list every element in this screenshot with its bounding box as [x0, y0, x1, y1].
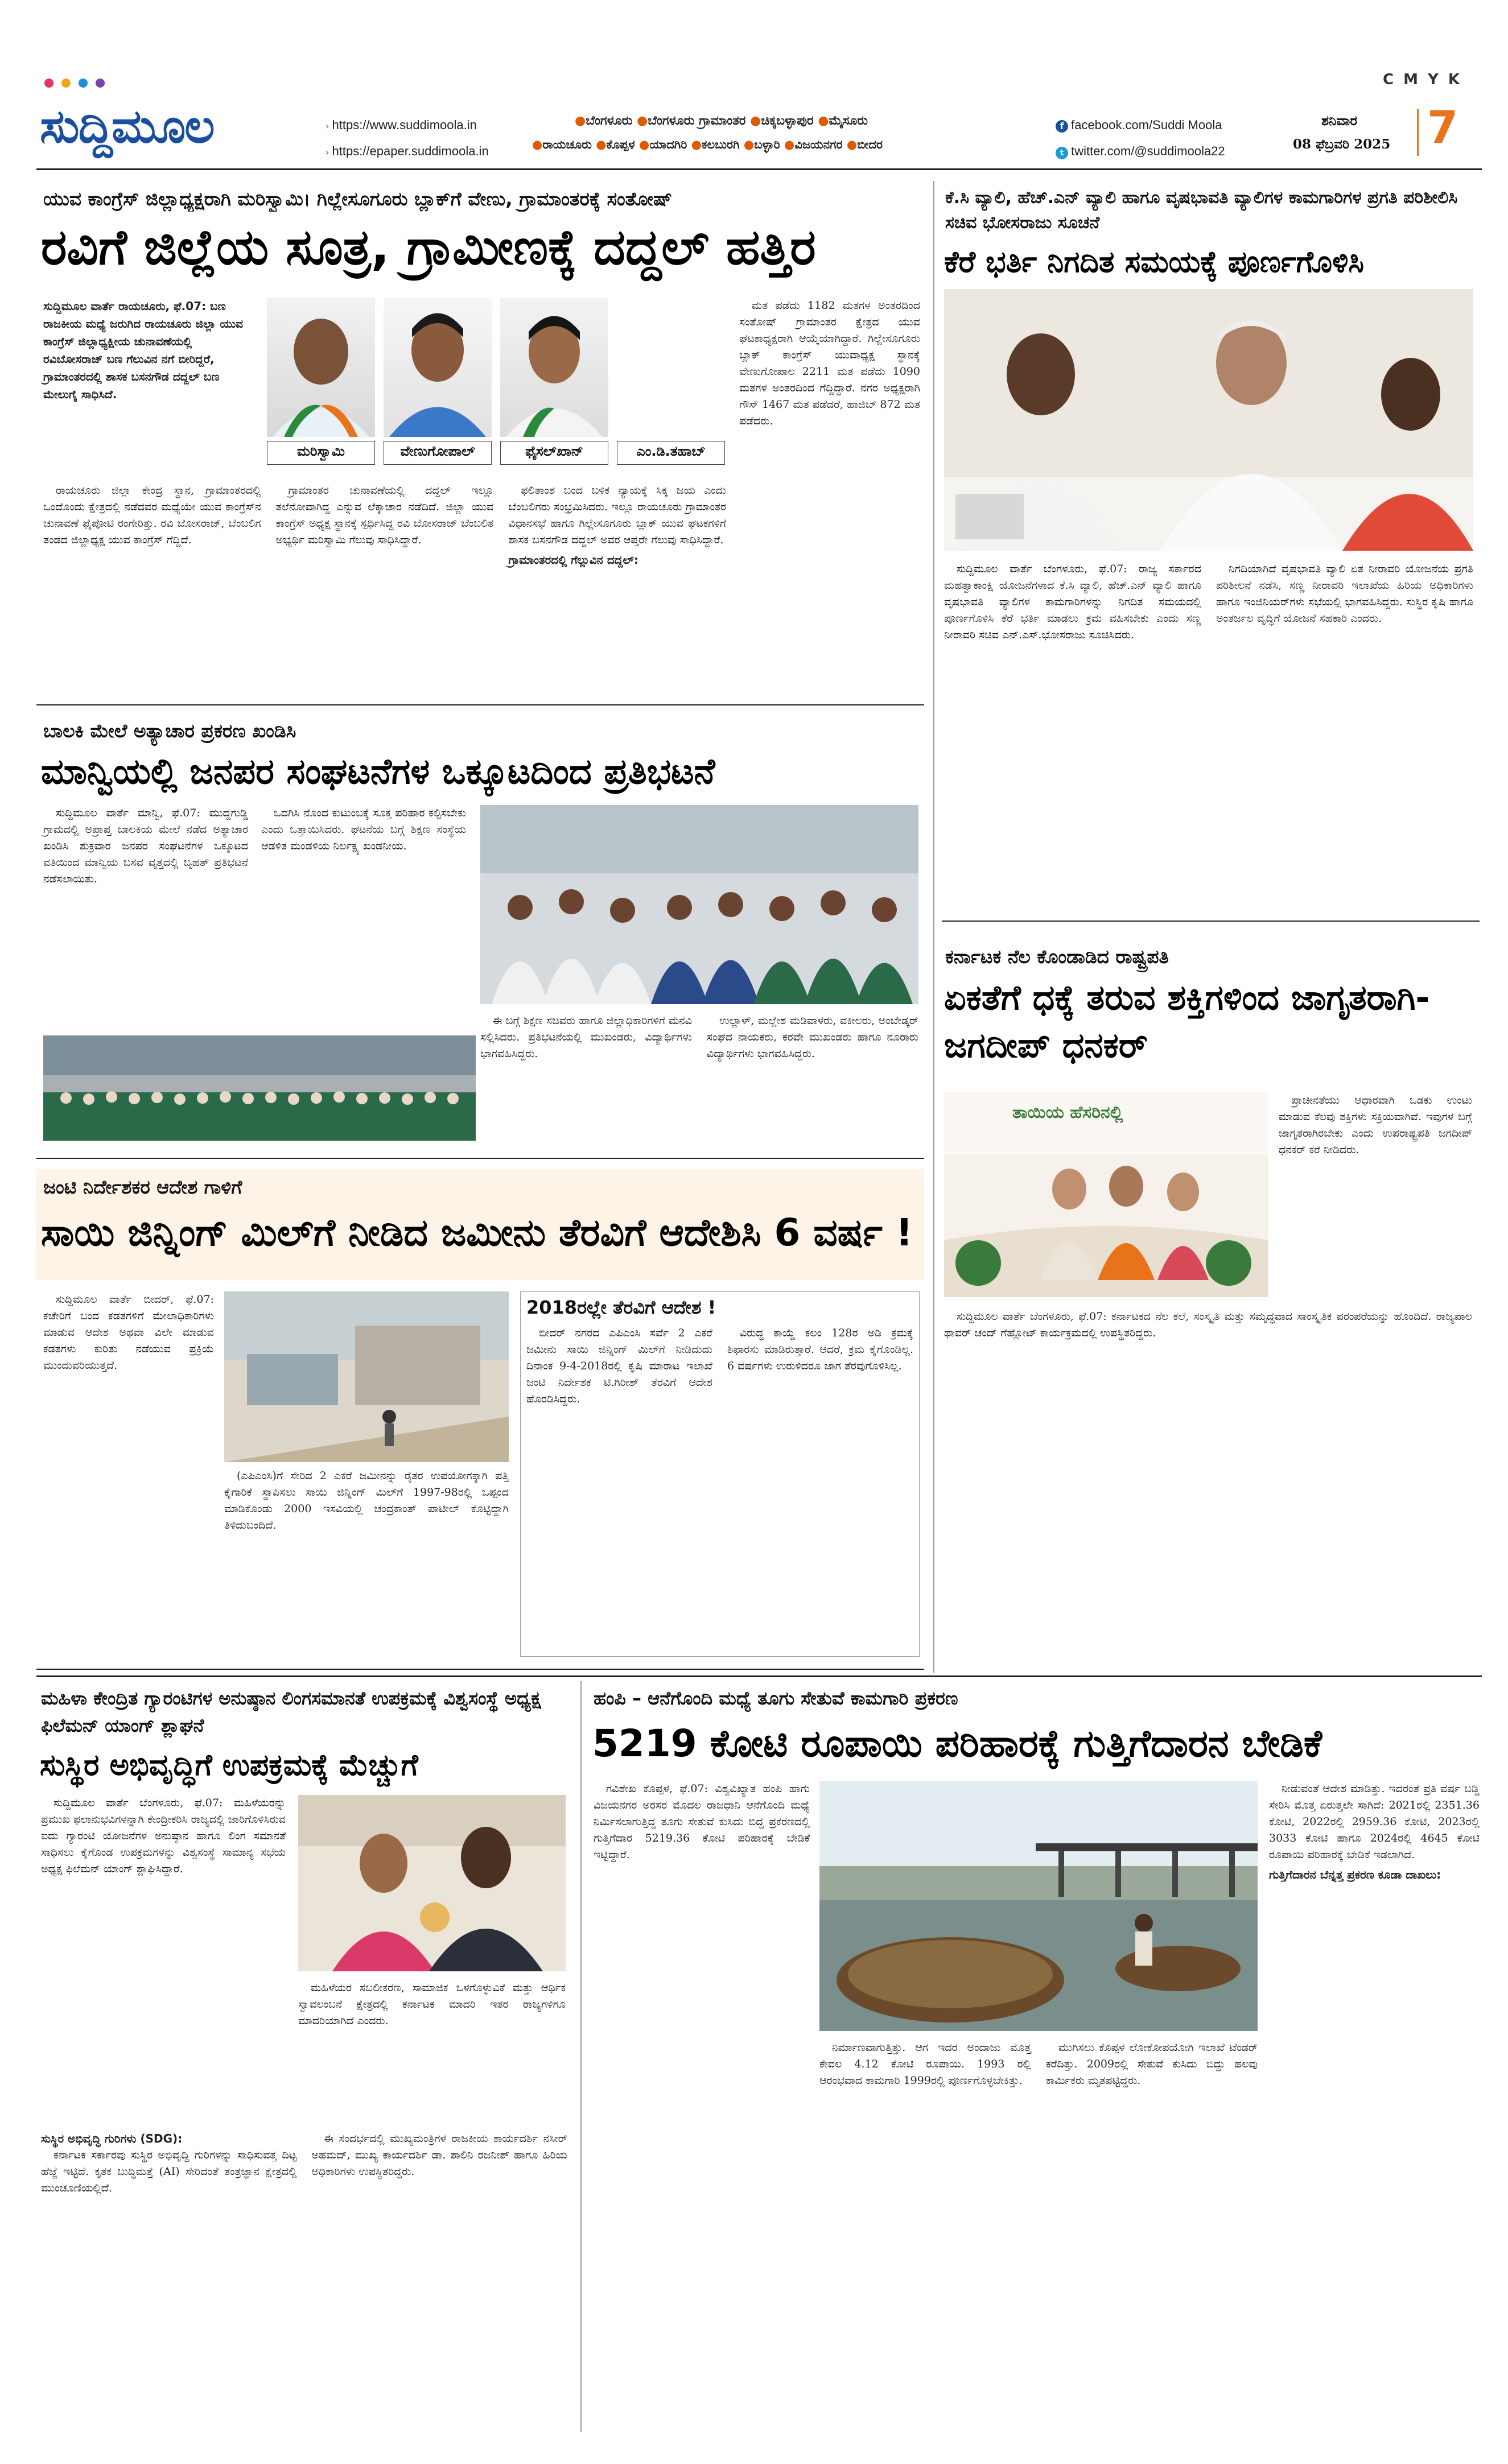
edition-raichur[interactable]: ರಾಯಚೂರು [542, 138, 592, 151]
edition-bengaluru-rural[interactable]: ಬೆಂಗಳೂರು ಗ್ರಾಮಾಂತರ [648, 114, 746, 128]
caption-venugopal: ವೇಣುಗೋಪಾಲ್ [384, 441, 492, 465]
story5-box [520, 1291, 920, 1657]
story4-event-photo [944, 1092, 1268, 1297]
story-dhankhar [942, 933, 1480, 1673]
story7-headline[interactable]: 5219 ಕೋಟಿ ರೂಪಾಯಿ ಪರಿಹಾರಕ್ಕೆ ಗುತ್ತಿಗೆದಾರನ ಬೇಡಿಕೆ [592, 1722, 1322, 1765]
story5-col-2-text: (ಎಪಿಎಂಸಿ)ಗೆ ಸೇರಿದ 2 ಎಕರೆ ಜಮೀನನ್ನು ರೈತರ ಉಪಯೋಗಕ್ಕಾಗಿ ಪತ್ತಿ ಕೈಗಾರಿಕೆ ಸ್ಥಾಪಿಸಲು ಸಾಯಿ ಜಿನ್ನಿಂಗ್ ಮಿಲ್‌ಗೆ 1997-98ರಲ್ಲಿ ಒಪ್ಪಂದ ಮಾಡಿಕೊಂಡು 2000 ಇಸವಿಯಲ್ಲಿ ಚಂದ್ರಕಾಂತ್ ಪಾಟೀಲ್ ಕೊಟ್ಟಿದ್ದಾಗಿ ತಿಳಿದುಬಂದಿದೆ. [224, 1470, 509, 1532]
story3-crowd-photo [43, 1035, 476, 1141]
site-scene [224, 1291, 509, 1462]
story6-col-3 [41, 2131, 297, 2200]
day-label: ಶನಿವಾರ [1321, 113, 1358, 129]
story7-col-3-text: ಮುಗಿಸಲು ಕೊಪ್ಪಳ ಲೋಕೋಪಯೋಗಿ ಇಲಾಖೆ ಟೆಂಡರ್ ಕರೆದಿತ್ತು. 2009ರಲ್ಲಿ ಸೇತುವೆ ಕುಸಿದು ಬಿದ್ದು ಹಲವು ಕಾರ್ಮಿಕರು ಮೃತಪಟ್ಟಿದ್ದರು. [1046, 2041, 1258, 2087]
story5-col-1-text: ಸುದ್ದಿಮೂಲ ವಾರ್ತೆ ಬೀದರ್, ಫೆ.07: ಕಚೇರಿಗೆ ಬಂದ ಕಡತಗಳಿಗೆ ಮೇಲಾಧಿಕಾರಿಗಳು ಮಾಡುವ ಆದೇಶ ಅಥವಾ ವಿಲೇ ಮಾಡುವ ಕಡತಗಳು ಕುರಿತು ನಡೆಯುವ ಪ್ರಕ್ರಿಯೆ ಮುಂದುವರಿಯುತ್ತದೆ. [43, 1293, 214, 1372]
story4-col-1-text: ಪ್ರಾಚೀನತೆಯು ಆಧಾರವಾಗಿ ಒಡಕು ಉಂಟು ಮಾಡುವ ಕೆಲವು ಶಕ್ತಿಗಳು ಸಕ್ರಿಯವಾಗಿವೆ. ಇವುಗಳ ಬಗ್ಗೆ ಜಾಗೃತರಾಗಿರಬೇಕು ಎಂದು ಉಪರಾಷ್ಟ್ರಪತಿ ಜಗದೀಪ್ ಧನಕರ್ ಕರೆ ನೀಡಿದರು. [1279, 1094, 1472, 1156]
story6-meeting-photo [298, 1795, 566, 1971]
vertical-divider-top [933, 181, 934, 1673]
story4-col-2-text: ಸುದ್ದಿಮೂಲ ವಾರ್ತೆ ಬೆಂಗಳೂರು, ಫೆ.07: ಕರ್ನಾಟಕದ ನೆಲ ಕಲೆ, ಸಂಸ್ಕೃತಿ ಮತ್ತು ಸಮೃದ್ಧವಾದ ಸಾಂಸ್ಕೃತಿಕ ಪರಂಪರೆಯನ್ನು ಹೊಂದಿದೆ. ರಾಜ್ಯಪಾಲ ಥಾವರ್ ಚಂದ್ ಗೆಹ್ಲೋಟ್ ಕಾರ್ಯಕ್ರಮದಲ್ಲಿ ಉಪಸ್ಥಿತರಿದ್ದರು. [944, 1310, 1472, 1339]
story5-headline[interactable]: ಸಾಯಿ ಜಿನ್ನಿಂಗ್ ಮಿಲ್‌ಗೆ ನೀಡಿದ ಜಮೀನು ತೆರವಿಗೆ ಆದೇಶಿಸಿ 6 ವರ್ಷ ! [41, 1211, 913, 1254]
story6-subhead: ಸುಸ್ಥಿರ ಅಭಿವೃದ್ಧಿ ಗುರಿಗಳು (SDG): [41, 2132, 183, 2145]
story5-bottom-rule [36, 1669, 924, 1670]
edition-bidar[interactable]: ಬೀದರ [857, 138, 883, 151]
story7-col-4 [1269, 1781, 1480, 1883]
epaper-link[interactable]: https://epaper.suddimoola.in [332, 144, 489, 158]
story-lake-filling [942, 181, 1480, 926]
story7-kicker: ಹಂಪಿ – ಆನೆಗೊಂದಿ ಮಧ್ಯೆ ತೂಗು ಸೇತುವೆ ಕಾಮಗಾರಿ ಪ್ರಕರಣ [594, 1687, 958, 1709]
story1-col-3 [508, 482, 726, 568]
editions-row-2: ●ರಾಯಚೂರು ●ಕೊಪ್ಪಳ ●ಯಾದಗಿರಿ ●ಕಲಬುರಗಿ ●ಬಳ್ಳಾರಿ ●ವಿಜಯನಗರ ●ಬೀದರ [532, 138, 883, 151]
person-icon [384, 298, 492, 437]
story7-col-1 [594, 1781, 810, 1867]
story2-col-2-text: ನಿಗದಿಯಾಗಿದೆ ವೃಷಭಾವತಿ ವ್ಯಾಲಿ ಏತ ನೀರಾವರಿ ಯೋಜನೆಯ ಪ್ರಗತಿ ಪರಿಶೀಲನೆ ನಡೆಸಿ, ಸಣ್ಣ ನೀರಾವರಿ ಇಲಾಖೆಯ ಹಿರಿಯ ಅಧಿಕಾರಿಗಳು ಹಾಗೂ ಇಂಜಿನಿಯರ್‌ಗಳು ಸಭೆಯಲ್ಲಿ ಭಾಗವಹಿಸಿದ್ದರು. ಸುಸ್ಥಿರ ಕೃಷಿ ಹಾಗೂ ಅಂತರ್ಜಲ ವೃದ್ಧಿಗೆ ಯೋಜನೆ ಸಹಕಾರಿ ಎಂದರು. [1216, 563, 1473, 625]
story2-col-2 [1216, 561, 1473, 647]
story-manvi-protest [36, 714, 924, 1163]
story5-kicker: ಜಂಟಿ ನಿರ್ದೇಶಕರ ಆದೇಶ ಗಾಳಿಗೆ [43, 1176, 242, 1198]
story3-kicker: ಬಾಲಕಿ ಮೇಲೆ ಅತ್ಯಾಚಾರ ಪ್ರಕರಣ ಖಂಡಿಸಿ [43, 720, 296, 742]
person-icon [500, 298, 608, 437]
story6-headline[interactable]: ಸುಸ್ಥಿರ ಅಭಿವೃದ್ಧಿಗೆ ಉಪಕ್ರಮಕ್ಕೆ ಮೆಚ್ಚುಗೆ [40, 1748, 418, 1782]
story2-meeting-photo [944, 289, 1473, 551]
story1-bottom-rule [36, 704, 924, 705]
story2-body [944, 561, 1473, 647]
edition-koppal[interactable]: ಕೊಪ್ಪಳ [606, 138, 635, 151]
color-dots [44, 79, 105, 88]
story1-col-2 [276, 482, 494, 568]
edition-kalaburagi[interactable]: ಕಲಬುರಗಿ [702, 138, 740, 151]
story1-body [43, 482, 726, 568]
story1-subhead: ಗ್ರಾಮಾಂತರದಲ್ಲಿ ಗೆಲ್ಲುವಿನ ದದ್ದಲ್: [508, 553, 638, 567]
story5-site-photo [224, 1291, 509, 1462]
edition-mysuru[interactable]: ಮೈಸೂರು [829, 114, 868, 128]
story-un-praise [36, 1681, 571, 2432]
story5-col-4-text: ವಿರುದ್ಧ ಕಾಯ್ದೆ ಕಲಂ 128ರ ಅಡಿ ಕ್ರಮಕ್ಕೆ ಶಿಫಾರಸು ಮಾಡಿರುತ್ತಾರೆ. ಆದರೆ, ಕ್ರಮ ಕೈಗೊಂಡಿಲ್ಲ. 6 ವರ್ಷಗಳು ಉರುಳಿದರೂ ಜಾಗ ತೆರವುಗೊಳಿಸಿಲ್ಲ. [727, 1327, 913, 1372]
story-hampi-bridge [589, 1681, 1482, 2432]
editions-row-1: ●ಬೆಂಗಳೂರು ●ಬೆಂಗಳೂರು ಗ್ರಾಮಾಂತರ ●ಚಿಕ್ಕಬಳ್ಳಾಪುರ ●ಮೈಸೂರು [575, 114, 868, 128]
story1-col-2-text: ಗ್ರಾಮಾಂತರ ಚುನಾವಣೆಯಲ್ಲಿ ದದ್ದಲ್ ಇಲ್ಲೂ ತಲೆನೋವಾಗಿದ್ದ ಎನ್ನುವ ಲೆಕ್ಕಾಚಾರ ನಡೆದಿದೆ. ಜಿಲ್ಲಾ ಯುವ ಕಾಂಗ್ರೆಸ್ ಅಧ್ಯಕ್ಷ ಸ್ಥಾನಕ್ಕೆ ಸ್ಪರ್ಧಿಸಿದ್ದ ರವಿ ಬೋಸರಾಜ್ ಬೆಂಬಲಿತ ಅಭ್ಯರ್ಥಿ ಮರಿಸ್ವಾಮಿ ಗೆಲುವು ಸಾಧಿಸಿದ್ದಾರೆ. [275, 484, 494, 546]
facebook-icon: f [1056, 120, 1068, 133]
masthead-rule [36, 168, 1482, 170]
edition-ballari[interactable]: ಬಳ್ಳಾರಿ [754, 138, 780, 151]
vertical-divider-bottom [580, 1681, 582, 2432]
story7-subhead: ಗುತ್ತಿಗೆದಾರನ ಬೆನ್ನತ್ತ ಪ್ರಕರಣ ಕೂಡಾ ದಾಖಲು: [1269, 1868, 1441, 1881]
story5-col-2 [224, 1468, 509, 1537]
story3-col-2-text: ಒದಗಿಸಿ ನೊಂದ ಕುಟುಂಬಕ್ಕೆ ಸೂಕ್ತ ಪರಿಹಾರ ಕಲ್ಪಿಸಬೇಕು ಎಂದು ಒತ್ತಾಯಿಸಿದರು. ಘಟನೆಯ ಬಗ್ಗೆ ಶಿಕ್ಷಣ ಸಂಸ್ಥೆಯ ಆಡಳಿತ ಮಂಡಳಿಯ ನಿರ್ಲಕ್ಷ್ಯ ಖಂಡನೀಯ. [261, 807, 466, 852]
story7-photo-bottom-body [819, 2040, 1258, 2092]
story5-box-body [526, 1325, 913, 1411]
portrait-faisal-khan [500, 298, 608, 437]
story3-col-4-text: ಉಲ್ಲಾಳ್, ಮಲ್ಲೇಶ ಮಡಿವಾಳರು, ವಕೀಲರು, ಅಂಬೇಡ್ಕರ್ ಸಂಘದ ನಾಯಕರು, ಕರವೇ ಮುಖಂಡರು ಹಾಗೂ ನೂರಾರು ವಿದ್ಯಾರ್ಥಿಗಳು ಭಾಗವಹಿಸಿದ್ದರು. [707, 1014, 918, 1060]
site-links: › https://www.suddimoola.in › https://epaper.suddimoola.in [326, 118, 489, 158]
story7-col-2-text: ನಿರ್ಮಾಣವಾಗುತ್ತಿತ್ತು. ಆಗ ಇದರ ಅಂದಾಜು ಮೊತ್ತ ಕೇವಲ 4.12 ಕೋಟಿ ರೂಪಾಯಿ. 1993 ರಲ್ಲಿ ಆರಂಭವಾದ ಕಾಮಗಾರಿ 1999ರಲ್ಲಿ ಪೂರ್ಣಗೊಳ್ಳಬೇಕಿತ್ತು. [819, 2041, 1031, 2087]
story2-bottom-rule [942, 921, 1480, 922]
story5-col-3 [526, 1325, 712, 1411]
page-number: 7 [1427, 102, 1458, 154]
person-icon [267, 298, 375, 437]
story1-col-1-text: ರಾಯಚೂರು ಜಿಲ್ಲಾ ಕೇಂದ್ರ ಸ್ಥಾನ, ಗ್ರಾಮಾಂತರದಲ್ಲಿ ಒಂದೊಂದು ಕ್ಷೇತ್ರದಲ್ಲಿ ನಡೆದವರ ಮಧ್ಯೆಯೇ ಯುವ ಕಾಂಗ್ರೆಸ್‌ನ ಚುನಾವಣೆ ಫೈಪೋಟಿ ರಂಗೇರಿತ್ತು. ರವಿ ಬೋಸರಾಜ್, ಬೆಂಬಲಿಗ ತಂಡದ ಜಿಲ್ಲಾಧ್ಯಕ್ಷ ಯುವ ಕಾಂಗ್ರೆಸ್ ಗೆದ್ದಿದೆ. [43, 484, 261, 546]
story2-col-1 [944, 561, 1201, 647]
story3-col-3-text: ಈ ಬಗ್ಗೆ ಶಿಕ್ಷಣ ಸಚಿವರು ಹಾಗೂ ಜಿಲ್ಲಾಧಿಕಾರಿಗಳಿಗೆ ಮನವಿ ಸಲ್ಲಿಸಿದರು. ಪ್ರತಿಭಟನೆಯಲ್ಲಿ ಮುಖಂಡರು, ವಿದ್ಯಾರ್ಥಿಗಳು ಭಾಗವಹಿಸಿದ್ದರು. [480, 1014, 692, 1060]
story1-photo-strip [267, 298, 728, 474]
story1-col-3-text: ಫಲಿತಾಂಶ ಬಂದ ಬಳಿಕ ನ್ಯಾಯಕ್ಕೆ ಸಿಕ್ಕ ಜಯ ಎಂದು ಬೆಂಬಲಿಗರು ಸಂಭ್ರಮಿಸಿದರು. ಇಲ್ಲೂ ರಾಯಚೂರು ಗ್ರಾಮಾಂತರ ವಿಧಾನಸಭೆ ಹಾಗೂ ಗಿಲ್ಲೇಸೂಗೂರು ಬ್ಲಾಕ್ ಯುವ ಘಟಕಗಳಿಗೆ ಶಾಸಕ ಬಸನಗೌಡ ದದ್ದಲ್ ಅವರ ಆಪ್ತರೇ ಗೆಲುವು ಸಾಧಿಸಿದ್ದಾರೆ. [508, 484, 727, 546]
edition-chikkaballapur[interactable]: ಚಿಕ್ಕಬಳ್ಳಾಪುರ [761, 114, 814, 128]
date-label: 08 ಫೆಬ್ರವರಿ 2025 [1293, 137, 1391, 152]
story2-kicker: ಕೆ.ಸಿ ವ್ಯಾಲಿ, ಹೆಚ್.ಎನ್ ವ್ಯಾಲಿ ಹಾಗೂ ವೃಷಭಾವತಿ ವ್ಯಾಲಿಗಳ ಕಾಮಗಾರಿಗಳ ಪ್ರಗತಿ ಪರಿಶೀಲಿಸಿ ಸಚಿವ ಭೋಸರಾಜು ಸೂಚನೆ [945, 188, 1458, 233]
edition-bengaluru[interactable]: ಬೆಂಗಳೂರು [586, 114, 633, 128]
caption-mariswamy: ಮರಿಸ್ವಾಮಿ [267, 441, 375, 465]
story6-col-1-text: ಸುದ್ದಿಮೂಲ ವಾರ್ತೆ ಬೆಂಗಳೂರು, ಫೆ.07: ಮಹಿಳೆಯರನ್ನು ಪ್ರಮುಖ ಫಲಾನುಭವಿಗಳನ್ನಾಗಿ ಕೇಂದ್ರೀಕರಿಸಿ ರಾಜ್ಯದಲ್ಲಿ ಜಾರಿಗೊಳಿಸಿರುವ ಐದು ಗ್ಯಾರಂಟಿ ಯೋಜನೆಗಳ ಅನುಷ್ಠಾನ ಹಾಗೂ ಲಿಂಗ ಸಮಾನತೆ ಸಾಧಿಸಲು ಕೈಗೊಂಡ ಉಪಕ್ರಮಗಳನ್ನು ವಿಶ್ವಸಂಸ್ಥೆ ಸಾಮಾನ್ಯ ಸಭೆಯ ಅಧ್ಯಕ್ಷ ಫಿಲೆಮನ್ ಯಾಂಗ್ ಶ್ಲಾಘಿಸಿದ್ದಾರೆ. [41, 1797, 286, 1875]
facebook-link[interactable]: facebook.com/Suddi Moola [1071, 118, 1222, 132]
caption-md-tahab: ಎಂ.ಡಿ.ತಹಾಬ್ [617, 441, 725, 465]
story4-col-2 [944, 1309, 1472, 1345]
story7-col-4-text: ನೀಡುವಂತೆ ಆದೇಶ ಮಾಡಿತ್ತು. ಇದರಂತೆ ಪ್ರತಿ ವರ್ಷ ಬಡ್ಡಿ ಸೇರಿಸಿ ಮೊತ್ತ ಏರುತ್ತಲೇ ಸಾಗಿದೆ: 2021ರಲ್ಲಿ 2351.36 ಕೋಟಿ, 2022ರಲ್ಲಿ 2959.36 ಕೋಟಿ, 2023ರಲ್ಲಿ 3033 ಕೋಟಿ ಹಾಗೂ 2024ರಲ್ಲಿ 4645 ಕೋಟಿ ರೂಪಾಯಿ ಪರಿಹಾರಕ್ಕೆ ಬೇಡಿಕೆ ಇಡಲಾಗಿದೆ. [1269, 1782, 1480, 1861]
story6-col-3-text: ಕರ್ನಾಟಕ ಸರ್ಕಾರವು ಸುಸ್ಥಿರ ಅಭಿವೃದ್ಧಿ ಗುರಿಗಳನ್ನು ಸಾಧಿಸುವತ್ತ ದಿಟ್ಟ ಹೆಜ್ಜೆ ಇಟ್ಟಿದೆ. ಕೃತಕ ಬುದ್ಧಿಮತ್ತೆ (AI) ಸೇರಿದಂತೆ ತಂತ್ರಜ್ಞಾನ ಕ್ಷೇತ್ರದಲ್ಲಿ ಮುಂಚೂಣಿಯಲ್ಲಿದೆ. [41, 2149, 297, 2194]
story5-col-1 [43, 1291, 214, 1377]
twitter-link[interactable]: twitter.com/@suddimoola22 [1071, 144, 1225, 158]
story1-col-4-text: ಮತ ಪಡೆದು 1182 ಮತಗಳ ಅಂತರದಿಂದ ಸಂತೋಷ್ ಗ್ರಾಮಾಂತರ ಕ್ಷೇತ್ರದ ಯುವ ಘಟಕಾಧ್ಯಕ್ಷರಾಗಿ ಆಯ್ಕೆಯಾಗಿದ್ದಾರೆ. ಗಿಲ್ಲೇಸೂಗೂರು ಬ್ಲಾಕ್ ಕಾಂಗ್ರೆಸ್ ಯುವಾಧ್ಯಕ್ಷ ಸ್ಥಾನಕ್ಕೆ ವೇಣುಗೋಪಾಲ 2211 ಮತ ಪಡೆದು 1090 ಮತಗಳ ಅಂತರದಿಂದ ಗೆದ್ದಿದ್ದಾರೆ. ನಗರ ಅಧ್ಯಕ್ಷರಾಗಿ ಗೌಸ್ 1467 ಮತ ಪಡೆದರೆ, ಹಾಜಿಬ್ 872 ಮತ ಪಡೆದರು. [739, 299, 920, 427]
story6-col-2-text: ಮಹಿಳೆಯರ ಸಬಲೀಕರಣ, ಸಾಮಾಜಿಕ ಒಳಗೊಳ್ಳುವಿಕೆ ಮತ್ತು ಆರ್ಥಿಕ ಸ್ವಾವಲಂಬನೆ ಕ್ಷೇತ್ರದಲ್ಲಿ ಕರ್ನಾಟಕ ಮಾದರಿ ಇತರ ರಾಜ್ಯಗಳಿಗೂ ಮಾದರಿಯಾಗಿದೆ ಎಂದರು. [298, 1982, 566, 2027]
story6-col-4-text: ಈ ಸಂದರ್ಭದಲ್ಲಿ ಮುಖ್ಯಮಂತ್ರಿಗಳ ರಾಜಕೀಯ ಕಾರ್ಯದರ್ಶಿ ನಸೀರ್ ಅಹಮದ್, ಮುಖ್ಯ ಕಾರ್ಯದರ್ಶಿ ಡಾ. ಶಾಲಿನಿ ರಜನೀಶ್ ಹಾಗೂ ಹಿರಿಯ ಅಧಿಕಾರಿಗಳು ಉಪಸ್ಥಿತರಿದ್ದರು. [311, 2132, 567, 2178]
story2-headline[interactable]: ಕೆರೆ ಭರ್ತಿ ನಿಗದಿತ ಸಮಯಕ್ಕೆ ಪೂರ್ಣಗೊಳಿಸಿ [944, 245, 1365, 279]
social-links [1056, 113, 1225, 165]
edition-yadgir[interactable]: ಯಾದಗಿರಿ [649, 138, 687, 151]
story5-col-3-text: ಬೀದರ್ ನಗರದ ಎಪಿಎಂಸಿ ಸರ್ವೆ 2 ಎಕರೆ ಜಮೀನು ಸಾಯಿ ಜಿನ್ನಿಂಗ್ ಮಿಲ್‌ಗೆ ನೀಡಿದುದು ದಿನಾಂಕ 9-4-2018ರಲ್ಲಿ ಕೃಷಿ ಮಾರಾಟ ಇಲಾಖೆ ಜಂಟಿ ನಿರ್ದೇಶಕ ಟಿ.ಗಿರೀಶ್ ತೆರವಿಗೆ ಆದೇಶ ಹೊರಡಿಸಿದ್ದರು. [526, 1327, 712, 1405]
meeting-scene [944, 289, 1473, 551]
story1-lead-text: ಸುದ್ದಿಮೂಲ ವಾರ್ತೆ ರಾಯಚೂರು, ಫೆ.07: ಬಣ ರಾಜಕೀಯ ಮಧ್ಯೆ ಜರುಗಿದ ರಾಯಚೂರು ಜಿಲ್ಲಾ ಯುವ ಕಾಂಗ್ರೆಸ್ ಜಿಲ್ಲಾಧ್ಯಕ್ಷೀಯ ಚುನಾವಣೆಯಲ್ಲಿ ರವಿಬೋಸರಾಜ್ ಬಣ ಗೆಲುವಿನ ನಗೆ ಬೀರಿದ್ದರೆ, ಗ್ರಾಮಾಂತರದಲ್ಲಿ ಶಾಸಕ ಬಸನಗೌಡ ದದ್ದಲ್ ಬಣ ಮೇಲುಗೈ ಸಾಧಿಸಿದೆ. [43, 299, 244, 401]
story3-headline[interactable]: ಮಾನ್ವಿಯಲ್ಲಿ ಜನಪರ ಸಂಘಟನೆಗಳ ಒಕ್ಕೂಟದಿಂದ ಪ್ರತಿಭಟನೆ [41, 750, 715, 792]
logo[interactable]: ಸುದ್ದಿಮೂಲ [40, 100, 214, 154]
story1-headline[interactable]: ರವಿಗೆ ಜಿಲ್ಲೆಯ ಸೂತ್ರ, ಗ್ರಾಮೀಣಕ್ಕೆ ದದ್ದಲ್ ಹತ್ತಿರ [41, 219, 816, 276]
story7-col-2 [819, 2040, 1031, 2092]
story3-col-1 [43, 805, 248, 891]
website-link[interactable]: https://www.suddimoola.in [332, 118, 477, 132]
twitter-icon: t [1056, 147, 1068, 159]
story5-col-4 [727, 1325, 913, 1411]
cmyk-marks: C M Y K [1383, 71, 1462, 88]
story1-kicker: ಯುವ ಕಾಂಗ್ರೆಸ್ ಜಿಲ್ಲಾಧ್ಯಕ್ಷರಾಗಿ ಮರಿಸ್ವಾಮಿ। ಗಿಲ್ಲೇಸೂಗೂರು ಬ್ಲಾಕ್‌ಗೆ ವೇಣು, ಗ್ರಾಮಾಂತರಕ್ಕೆ ಸಂತೋಷ್ [43, 188, 673, 210]
story-ginning-mill [36, 1169, 924, 1673]
story2-col-1-text: ಸುದ್ದಿಮೂಲ ವಾರ್ತೆ ಬೆಂಗಳೂರು, ಫೆ.07: ರಾಜ್ಯ ಸರ್ಕಾರದ ಮಹತ್ವಾಕಾಂಕ್ಷಿ ಯೋಜನೆಗಳಾದ ಕೆ.ಸಿ ವ್ಯಾಲಿ, ಹೆಚ್.ಎನ್ ವ್ಯಾಲಿ ಹಾಗೂ ವೃಷಭಾವತಿ ವ್ಯಾಲಿಗಳ ಕಾಮಗಾರಿಗಳನ್ನು ನಿಗದಿತ ಸಮಯದಲ್ಲಿ ಪೂರ್ಣಗೊಳಿಸಿ ಕೆರೆ ಭರ್ತಿ ಮಾಡಲು ಕ್ರಮ ವಹಿಸಬೇಕು ಎಂದು ಸಣ್ಣ ನೀರಾವರಿ ಸಚಿವ ಎನ್.ಎಸ್.ಭೋಸರಾಜು ಸೂಚಿಸಿದರು. [944, 563, 1201, 641]
river-scene [819, 1781, 1258, 2031]
story4-kicker: ಕರ್ನಾಟಕ ನೆಲ ಕೊಂಡಾಡಿದ ರಾಷ್ಟ್ರಪತಿ [945, 946, 1169, 968]
story1-lead [43, 298, 248, 403]
portrait-mariswamy [267, 298, 375, 437]
story4-headline[interactable]: ಏಕತೆಗೆ ಧಕ್ಕೆ ತರುವ ಶಕ್ತಿಗಳಿಂದ ಜಾಗೃತರಾಗಿ-ಜಗದೀಪ್ ಧನಕರ್ [944, 978, 1430, 1066]
greeting-scene [298, 1795, 566, 1971]
story6-kicker: ಮಹಿಳಾ ಕೇಂದ್ರಿತ ಗ್ಯಾರಂಟಿಗಳ ಅನುಷ್ಠಾನ ಲಿಂಗಸಮಾನತೆ ಉಪಕ್ರಮಕ್ಕೆ ವಿಶ್ವಸಂಸ್ಥೆ ಅಧ್ಯಕ್ಷ ಫಿಲೆಮನ್ ಯಾಂಗ್ ಶ್ಲಾಘನೆ [41, 1687, 541, 1736]
section-rule-bottom [36, 1675, 1482, 1677]
crowd-scene [43, 1035, 476, 1141]
story3-col-1-text: ಸುದ್ದಿಮೂಲ ವಾರ್ತೆ ಮಾನ್ವಿ, ಫೆ.07: ಮುದ್ದಗುಡ್ಡಿ ಗ್ರಾಮದಲ್ಲಿ ಅಪ್ರಾಪ್ತ ಬಾಲಕಿಯ ಮೇಲೆ ನಡೆದ ಅತ್ಯಾಚಾರ ಖಂಡಿಸಿ ಶುಕ್ರವಾರ ಜನಪರ ಸಂಘಟನೆಗಳ ಒಕ್ಕೂಟದ ವತಿಯಿಂದ ಮಾನ್ವಿಯ ಬಸವ ವೃತ್ತದಲ್ಲಿ ಬೃಹತ್ ಪ್ರತಿಭಟನೆ ನಡೆಸಲಾಯಿತು. [43, 807, 248, 885]
story5-box-title: 2018ರಲ್ಲೇ ತೆರವಿಗೆ ಆದೇಶ ! [526, 1297, 716, 1318]
caption-faisal-khan: ಫೈಸಲ್‌ಖಾನ್ [500, 441, 608, 465]
protest-scene [480, 805, 918, 1004]
masthead [0, 0, 1508, 176]
story6-col-4 [312, 2131, 568, 2200]
event-scene [944, 1092, 1268, 1297]
story1-col-1 [43, 482, 261, 568]
story6-col-1 [41, 1795, 286, 1881]
page-divider [1417, 109, 1419, 156]
story3-col-2 [261, 805, 466, 858]
story7-col-3 [1046, 2040, 1258, 2092]
story4-col-1 [1279, 1092, 1472, 1162]
story3-col-3 [480, 1013, 692, 1066]
story-youth-congress [36, 181, 924, 710]
story6-col-2 [298, 1980, 566, 2033]
story7-col-1-text: ಗವಿಶೇಖ ಕೊಪ್ಪಳ, ಫೆ.07: ವಿಶ್ವವಿಖ್ಯಾತ ಹಂಪಿ ಹಾಗು ವಿಜಯನಗರ ಅರಸರ ಮೊದಲ ರಾಜಧಾನಿ ಆನೆಗೊಂದಿ ಮಧ್ಯೆ ನಿರ್ಮಿಸಲಾಗುತ್ತಿದ್ದ ತೂಗು ಸೇತುವೆ ಕುಸಿದು ಬಿದ್ದ ಪ್ರಕರಣದಲ್ಲಿ ಗುತ್ತಿಗೆದಾರ 5219.36 ಕೋಟಿ ಪರಿಹಾರಕ್ಕೆ ಬೇಡಿಕೆ ಇಟ್ಟಿದ್ದಾರೆ. [594, 1782, 810, 1861]
story3-col-4 [707, 1013, 918, 1066]
story7-bridge-photo [819, 1781, 1258, 2031]
story3-bottom-rule [36, 1158, 924, 1159]
story6-lower-body [41, 2131, 567, 2200]
story1-col-4 [739, 298, 920, 433]
story4-photo-label: ತಾಯಿಯ ಹೆಸರಿನಲ್ಲಿ [1012, 1103, 1123, 1122]
story3-protest-photo [480, 805, 918, 1004]
portrait-venugopal [384, 298, 492, 437]
edition-vijayanagara[interactable]: ವಿಜಯನಗರ [794, 138, 843, 151]
story3-lower-body [480, 1013, 918, 1066]
